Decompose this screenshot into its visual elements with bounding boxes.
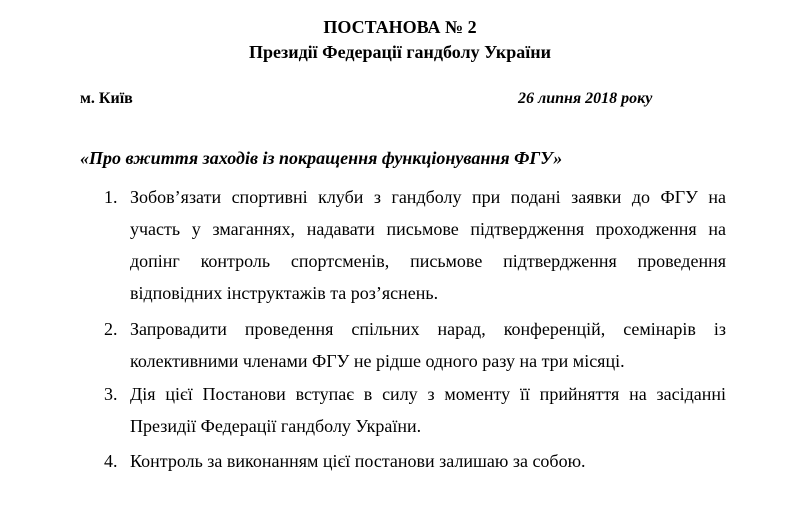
item-line: Президії Федерації гандболу України. bbox=[130, 416, 422, 436]
document-date: 26 липня 2018 року bbox=[518, 90, 653, 107]
item-line: відповідних інструктажів та роз’яснень. bbox=[130, 283, 439, 303]
item-line: Контроль за виконанням цієї постанови залишаю за собою. bbox=[130, 451, 586, 471]
item-line: участь у змаганнях, надавати письмове підтвердження проходження на bbox=[130, 219, 726, 239]
item-line: допінг контроль спортсменів, письмове підтвердження проведення bbox=[130, 251, 726, 271]
document-subtitle: Президії Федерації гандболу України bbox=[248, 42, 552, 62]
document-title: ПОСТАНОВА № 2 bbox=[323, 17, 477, 37]
document-subject: «Про вжиття заходів із покращення функціонування ФГУ» bbox=[80, 148, 563, 168]
item-number: 2. bbox=[104, 319, 118, 339]
item-number: 4. bbox=[104, 451, 118, 471]
item-line: Дія цієї Постанови вступає в силу з моменту її прийняття на засіданні bbox=[130, 384, 726, 404]
item-line: Зобов’язати спортивні клуби з гандболу при подані заявки до ФГУ на bbox=[130, 187, 726, 207]
item-number: 1. bbox=[104, 187, 118, 207]
item-text bbox=[130, 378, 726, 442]
item-line: Запровадити проведення спільних нарад, конференцій, семінарів із bbox=[130, 319, 726, 339]
item-text bbox=[130, 181, 726, 309]
item-text bbox=[130, 313, 726, 377]
item-text bbox=[130, 445, 726, 477]
item-line: колективними членами ФГУ не рідше одного разу на три місяці. bbox=[130, 351, 625, 371]
document-place: м. Київ bbox=[80, 90, 133, 107]
item-number: 3. bbox=[104, 384, 118, 404]
